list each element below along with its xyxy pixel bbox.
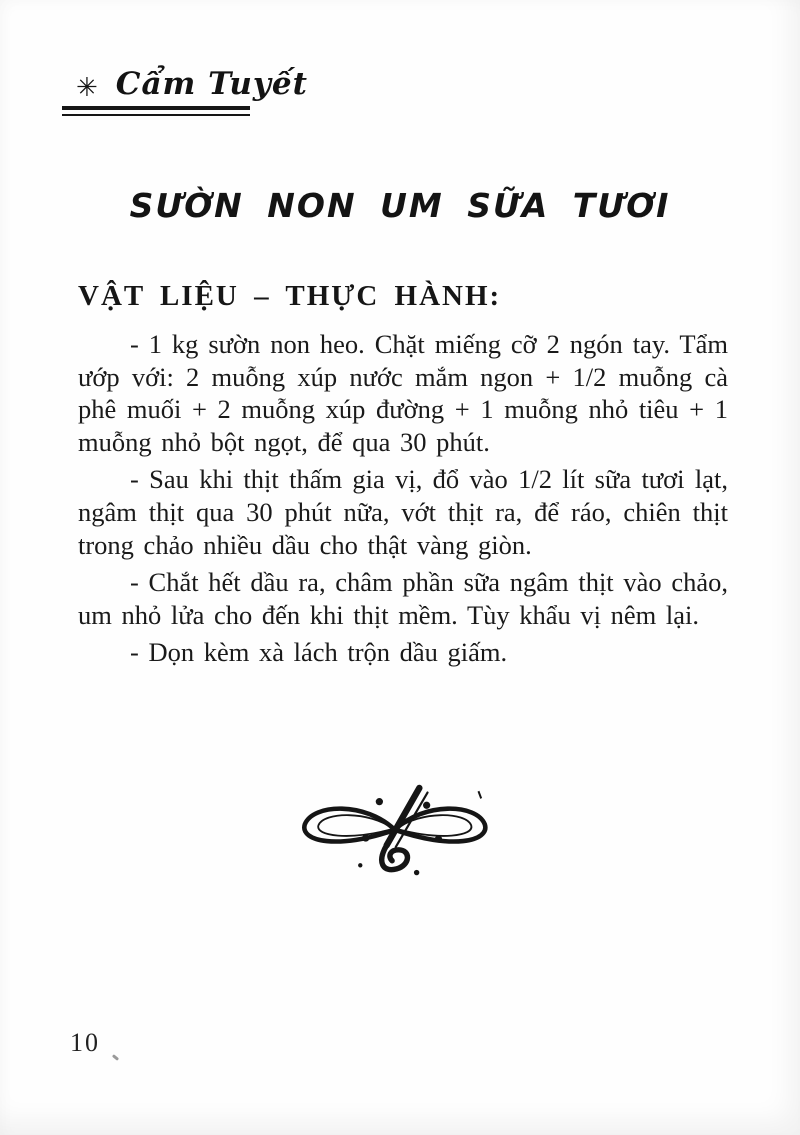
paragraph: - Sau khi thịt thấm gia vị, đổ vào 1/2 lít sữa tươi lạt, ngâm thịt qua 30 phút nữa, vớt thịt ra, để ráo, chiên thịt trong chảo nhiều dầu cho thật vàng giòn. xyxy=(78,464,728,560)
page-number: 10 xyxy=(70,1028,100,1057)
double-rule xyxy=(62,106,250,116)
paragraph: - 1 kg sườn non heo. Chặt miếng cỡ 2 ngón tay. Tẩm ướp với: 2 muỗng xúp nước mắm ngon + 1/2 muỗng cà phê muối + 2 muỗng xúp đường + 1 muỗng nhỏ tiêu + 1 muỗng nhỏ bột ngọt, để qua 30 phút. xyxy=(78,329,728,457)
flourish-ornament-icon xyxy=(288,778,498,878)
scan-speck xyxy=(112,1054,119,1061)
star-icon: ✳ xyxy=(76,73,98,103)
section-heading: VẬT LIỆU – THỰC HÀNH: xyxy=(78,280,502,312)
recipe-body xyxy=(78,328,728,674)
author-name: Cẩm Tuyết xyxy=(115,66,308,102)
paragraph: - Chắt hết dầu ra, châm phần sữa ngâm thịt vào chảo, um nhỏ lửa cho đến khi thịt mềm. Tùy khẩu vị nêm lại. xyxy=(78,567,728,630)
page-title: SƯỜN NON UM SỮA TƯƠI xyxy=(129,186,671,225)
running-head xyxy=(62,66,322,116)
paragraph: - Dọn kèm xà lách trộn dầu giấm. xyxy=(130,637,508,668)
